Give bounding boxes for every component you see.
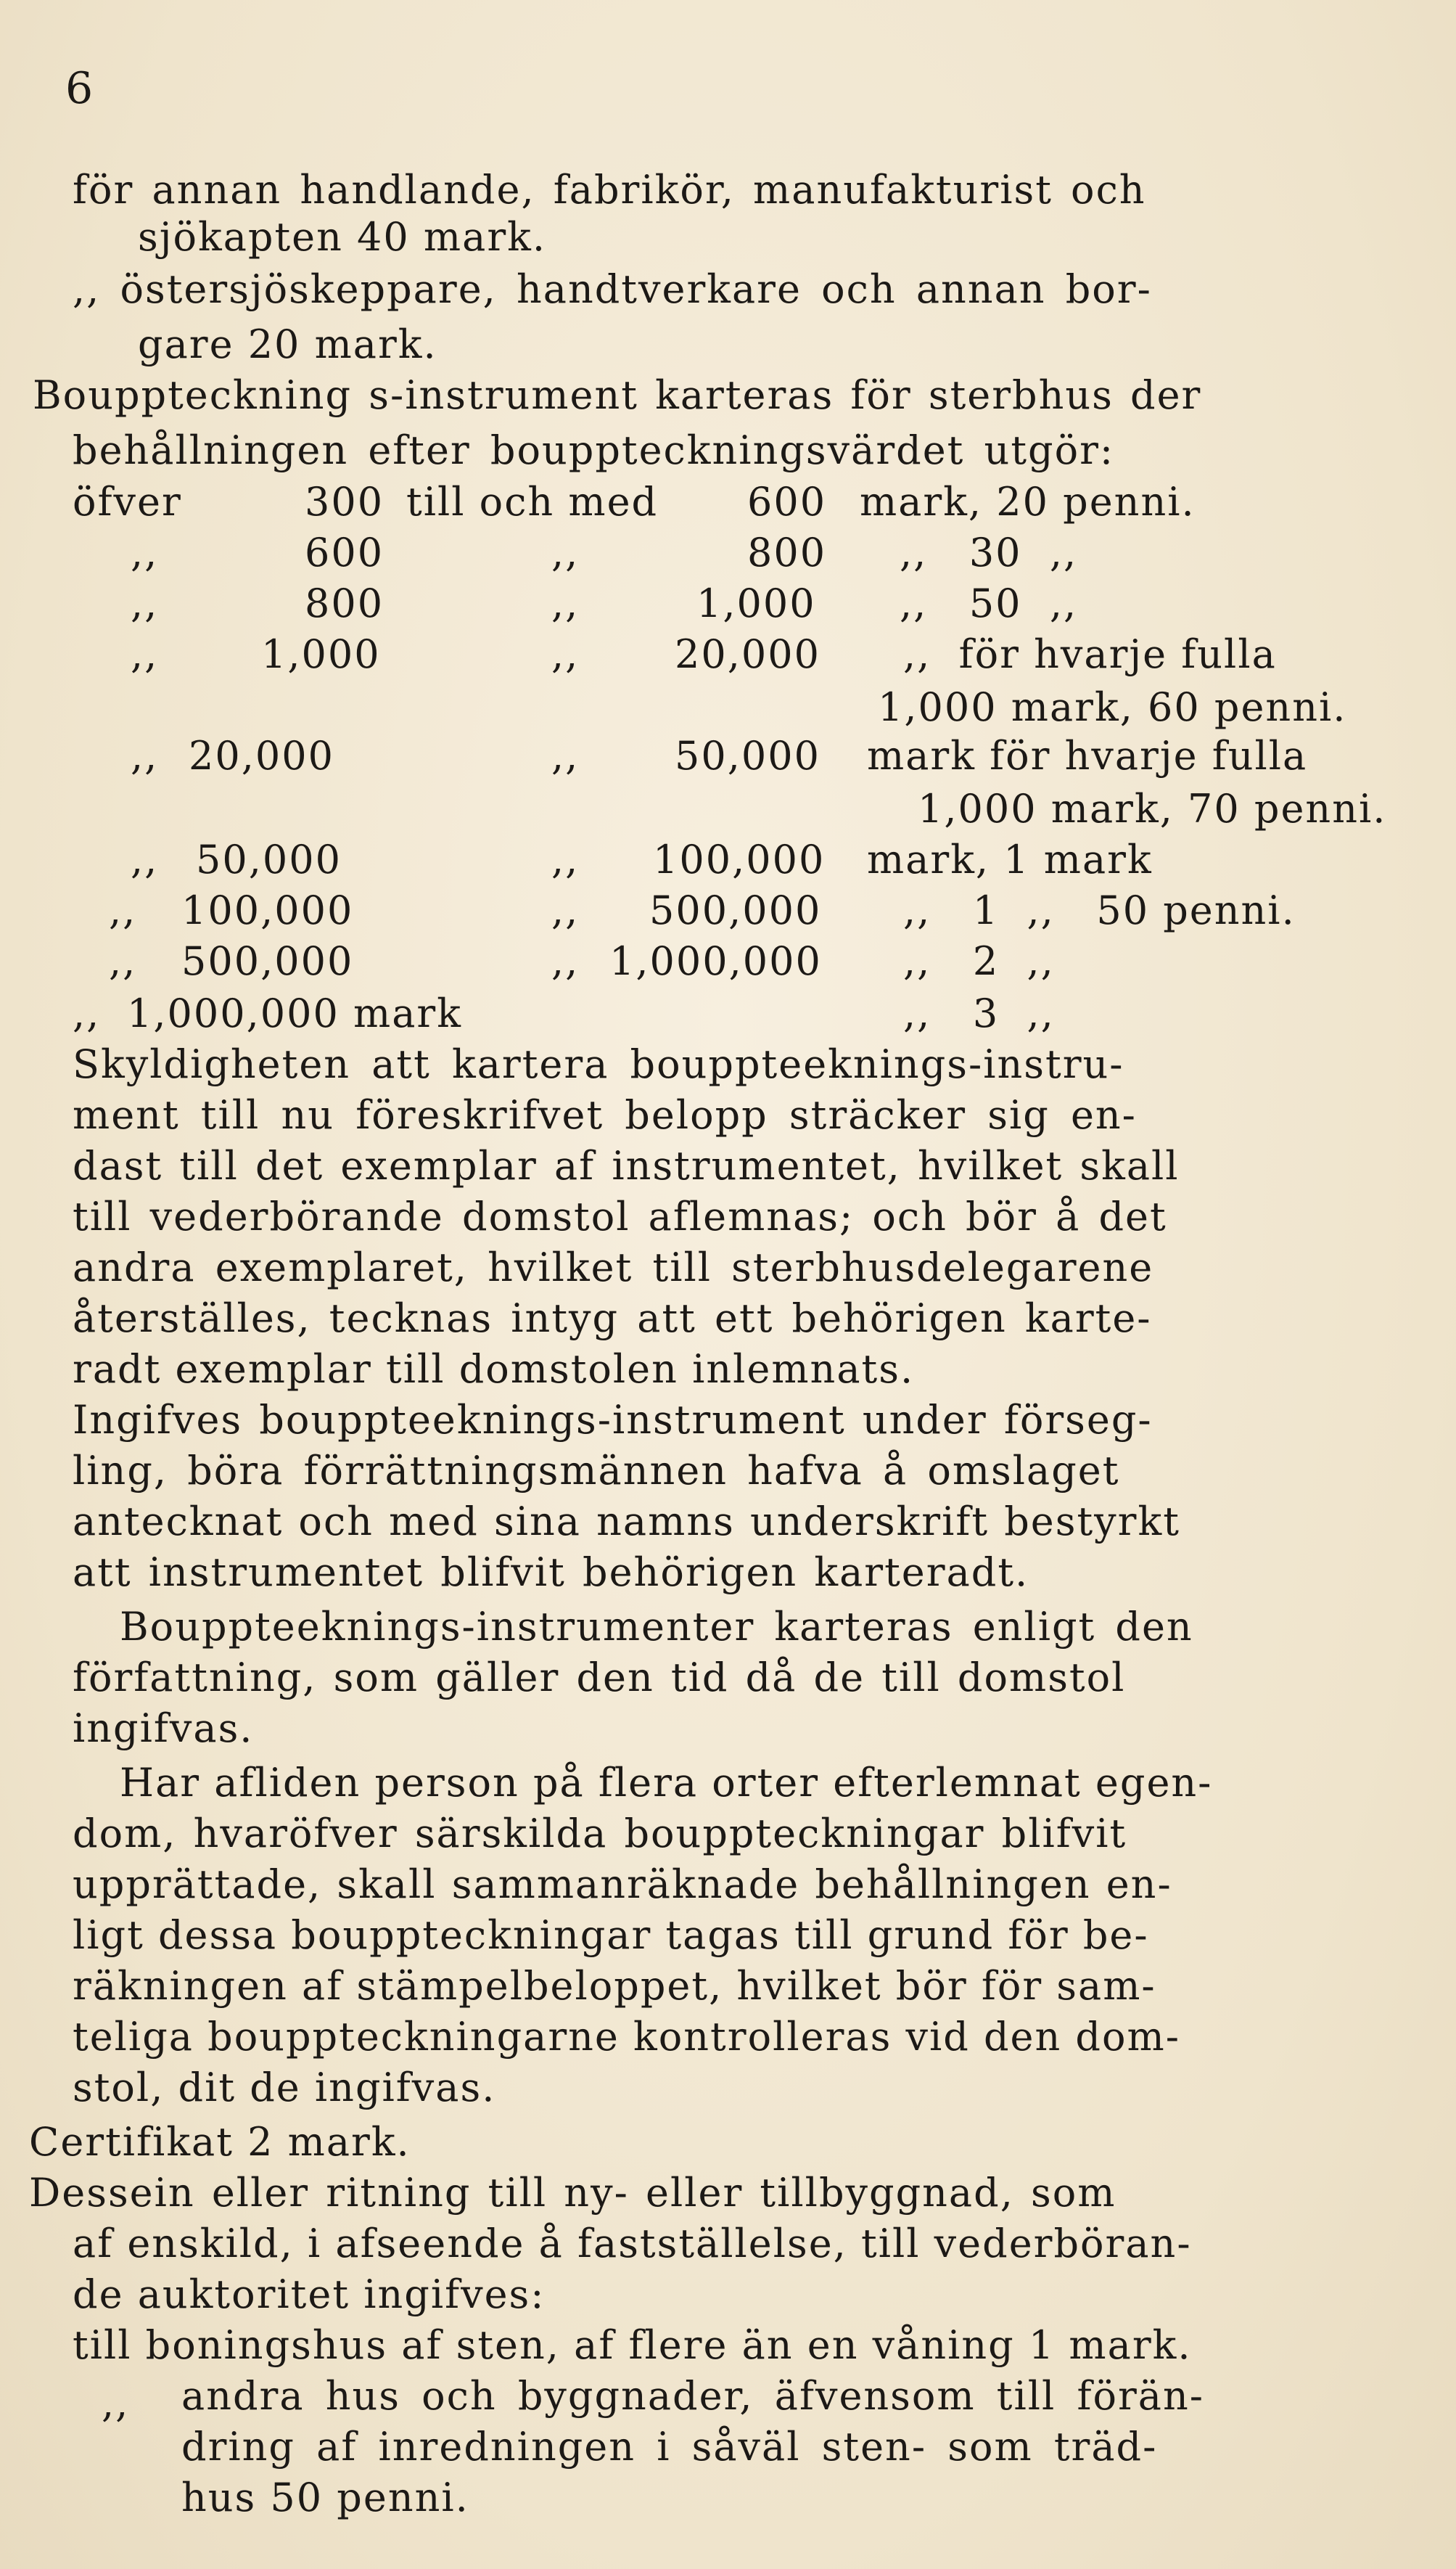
table-cell-mid: ,, <box>551 938 580 984</box>
table-cell-to: 50,000 <box>675 733 820 779</box>
text-line: återställes, tecknas intyg att ett behörigen karte- <box>73 1295 1152 1341</box>
table-cell-rate: ,, för hvarje fulla <box>903 631 1277 677</box>
table-cell-from: 20,000 <box>189 733 334 779</box>
text-line: Bouppteeknings-instrumenter karteras enligt den <box>120 1604 1193 1650</box>
table-cell-mid: ,, <box>551 581 580 626</box>
table-cell-rate: mark, 20 penni. <box>860 479 1196 525</box>
table-cell-lead: ,, <box>131 631 159 677</box>
table-cell-mid: ,, <box>551 530 580 575</box>
table-cell-rate: mark, 1 mark <box>867 837 1153 882</box>
text-line: radt exemplar till domstolen inlemnats. <box>73 1346 915 1392</box>
text-line: författning, som gäller den tid då de till domstol <box>73 1655 1126 1700</box>
table-cell-rate: ,, 30 ,, <box>900 530 1078 575</box>
table-cell-to: 500,000 <box>649 888 822 933</box>
table-cell-lead: ,, <box>73 991 101 1036</box>
table-cell-lead: ,, <box>109 888 137 933</box>
text-line: till vederbörande domstol aflemnas; och bör å det <box>73 1194 1167 1240</box>
table-cell-rate: 1,000 mark, 70 penni. <box>918 786 1387 832</box>
ditto-mark: ,, <box>102 2380 130 2426</box>
text-line: ,, östersjöskeppare, handtverkare och annan bor- <box>73 266 1152 312</box>
table-cell-rate: ,, 1 ,, 50 penni. <box>903 888 1296 933</box>
table-cell-to: 100,000 <box>653 837 826 882</box>
text-line: upprättade, skall sammanräknade behållningen en- <box>73 1861 1172 1907</box>
table-cell-mid: ,, <box>551 888 580 933</box>
text-line: att instrumentet blifvit behörigen karteradt. <box>73 1549 1029 1595</box>
text-line: teliga bouppteckningarne kontrolleras vid den dom- <box>73 2014 1180 2060</box>
table-cell-to: 20,000 <box>675 631 820 677</box>
text-line: ling, böra förrättningsmännen hafva å omslaget <box>73 1448 1120 1494</box>
text-line: sjökapten 40 mark. <box>138 214 547 260</box>
text-line: ment till nu föreskrifvet belopp sträcker sig en- <box>73 1092 1137 1138</box>
table-cell-rate: mark för hvarje fulla <box>867 733 1308 779</box>
text-line: de auktoritet ingifves: <box>73 2271 546 2317</box>
text-line: ingifvas. <box>73 1705 254 1751</box>
text-line: Ingifves bouppteeknings-instrument under förseg- <box>73 1397 1153 1443</box>
table-cell-rate: 1,000 mark, 60 penni. <box>878 684 1347 730</box>
table-cell-lead: ,, <box>109 938 137 984</box>
text-line: stol, dit de ingifvas. <box>73 2065 496 2110</box>
table-cell-mid: till och med <box>406 479 659 525</box>
table-cell-lead: ,, <box>131 837 159 882</box>
text-line: till boningshus af sten, af flere än en våning 1 mark. <box>73 2322 1192 2368</box>
table-cell-lead: ,, <box>131 733 159 779</box>
table-cell-to: 1,000 <box>696 581 816 626</box>
text-line: Dessein eller ritning till ny- eller tillbyggnad, som <box>29 2170 1116 2216</box>
table-cell-from: 300 <box>305 479 384 525</box>
table-cell-to: 800 <box>747 530 827 575</box>
text-line: behållningen efter bouppteckningsvärdet utgör: <box>73 427 1115 473</box>
table-cell-from: 800 <box>305 581 384 626</box>
table-cell-from: 1,000 <box>261 631 381 677</box>
text-line: för annan handlande, fabrikör, manufakturist och <box>73 167 1146 213</box>
table-cell-from: 1,000,000 mark <box>127 991 462 1036</box>
table-cell-lead: ,, <box>131 581 159 626</box>
text-line: Har afliden person på flera orter efterlemnat egen- <box>120 1760 1213 1806</box>
text-line: antecknat och med sina namns underskrift bestyrkt <box>73 1499 1180 1544</box>
text-line: gare 20 mark. <box>138 321 437 367</box>
text-line: Skyldigheten att kartera bouppteeknings-instru- <box>73 1041 1124 1087</box>
table-cell-rate: ,, 50 ,, <box>900 581 1078 626</box>
page-number: 6 <box>65 63 95 114</box>
table-cell-from: 500,000 <box>181 938 354 984</box>
table-cell-to: 600 <box>747 479 827 525</box>
table-cell-rate: ,, 3 ,, <box>903 991 1055 1036</box>
text-line: hus 50 penni. <box>181 2475 469 2520</box>
text-line: Certifikat 2 mark. <box>29 2119 411 2165</box>
text-line: ligt dessa bouppteckningar tagas till grund för be- <box>73 1912 1149 1958</box>
table-cell-mid: ,, <box>551 631 580 677</box>
table-cell-from: 50,000 <box>196 837 342 882</box>
table-cell-mid: ,, <box>551 733 580 779</box>
text-line: andra exemplaret, hvilket till sterbhusdelegarene <box>73 1245 1154 1290</box>
table-cell-mid: ,, <box>551 837 580 882</box>
table-cell-lead: öfver <box>73 479 182 525</box>
text-line: dast till det exemplar af instrumentet, hvilket skall <box>73 1143 1180 1189</box>
text-line: andra hus och byggnader, äfvensom till förän- <box>181 2373 1204 2419</box>
table-cell-rate: ,, 2 ,, <box>903 938 1055 984</box>
text-line: dring af inredningen i såväl sten- som träd- <box>181 2424 1158 2470</box>
text-line: dom, hvaröfver särskilda bouppteckningar blifvit <box>73 1811 1127 1856</box>
text-line: räkningen af stämpelbeloppet, hvilket bör för sam- <box>73 1963 1156 2009</box>
table-cell-from: 100,000 <box>181 888 354 933</box>
text-line: Bouppteckning s-instrument karteras för sterbhus der <box>33 372 1202 418</box>
table-cell-from: 600 <box>305 530 384 575</box>
table-cell-to: 1,000,000 <box>609 938 822 984</box>
text-line: af enskild, i afseende å fastställelse, till vederböran- <box>73 2221 1192 2266</box>
table-cell-lead: ,, <box>131 530 159 575</box>
